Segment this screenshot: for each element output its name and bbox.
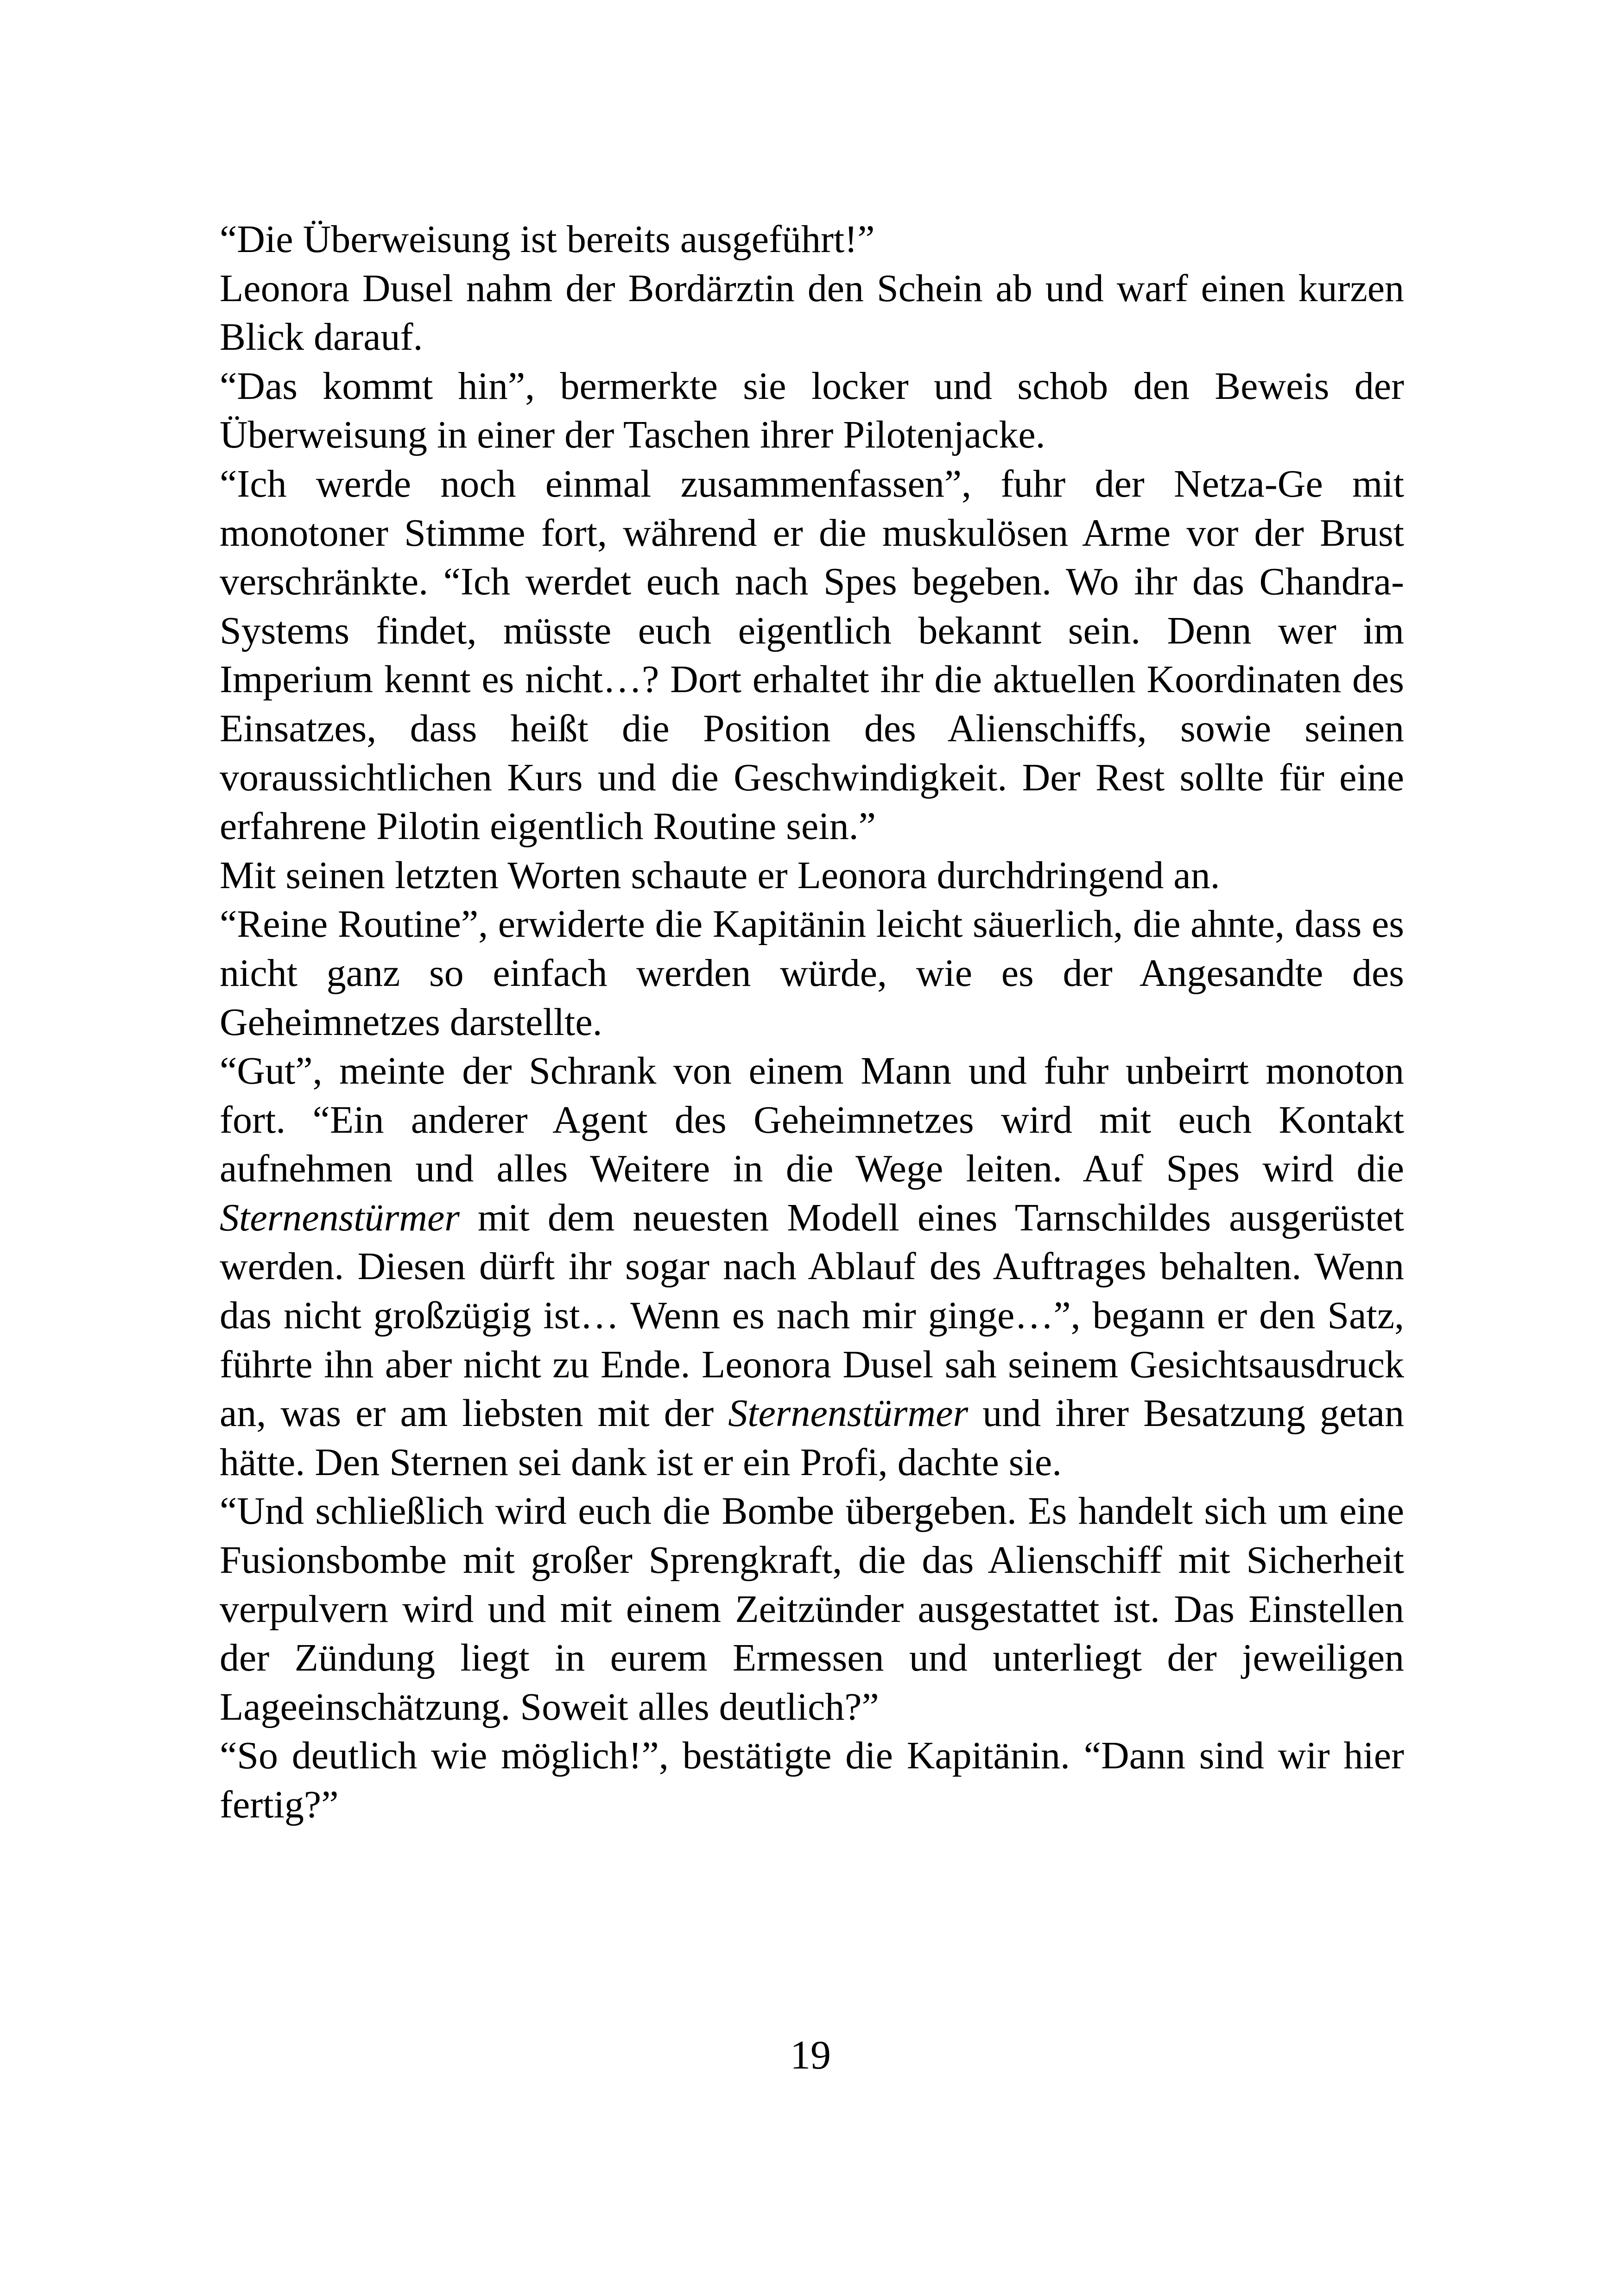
page-number: 19 — [790, 2033, 831, 2078]
paragraph: “Und schließlich wird euch die Bombe übergeben. Es handelt sich um eine Fusionsbombe mit großer Sprengkraft, die das Alienschiff mit Sicherheit verpulvern wird und mit einem Zeitzünder ausgestattet ist. Das Einstellen der Zündung liegt in eurem Ermessen und unterliegt der jeweiligen Lageeinschätzung. Soweit alles deutlich?” — [220, 1489, 1404, 1728]
paragraph — [220, 1047, 1404, 1487]
paragraph-text: mit dem neuesten Modell eines Tarnschildes ausgerüstet werden. Diesen dürft ihr sogar nach Ablauf des Auftrages behalten. Wenn das nicht großzügig ist… Wenn es nach mir ginge…”, begann er den Satz, führte ihn aber nicht zu Ende. Leonora Dusel sah seinem Gesichtsausdruck an, was er am liebsten mit der — [220, 1196, 1404, 1435]
paragraph: “Das kommt hin”, bermerkte sie locker und schob den Beweis der Überweisung in einer der Taschen ihrer Pilotenjacke. — [220, 364, 1404, 457]
ship-name: Sternenstürmer — [220, 1196, 460, 1239]
paragraph-text: und ihrer Besatzung getan hätte. Den Sternen sei dank ist er ein Profi, dachte sie. — [220, 1392, 1404, 1484]
body-text — [220, 215, 1404, 1829]
paragraph: “Ich werde noch einmal zusammenfassen”, fuhr der Netza-Ge mit monotoner Stimme fort, während er die muskulösen Arme vor der Brust verschränkte. “Ich werdet euch nach Spes begeben. Wo ihr das Chandra-Systems findet, müsste euch eigentlich bekannt sein. Denn wer im Imperium kennt es nicht…? Dort erhaltet ihr die aktuellen Koordinaten des Einsatzes, dass heißt die Position des Alienschiffs, sowie seinen voraussichtlichen Kurs und die Geschwindigkeit. Der Rest sollte für eine erfahrene Pilotin eigentlich Routine sein.” — [220, 462, 1404, 848]
paragraph: Mit seinen letzten Worten schaute er Leonora durchdringend an. — [220, 853, 1220, 897]
paragraph: “So deutlich wie möglich!”, bestätigte die Kapitänin. “Dann sind wir hier fertig?” — [220, 1734, 1404, 1826]
paragraph-text: “Gut”, meinte der Schrank von einem Mann und fuhr unbeirrt monoton fort. “Ein anderer Agent des Geheimnetzes wird mit euch Kontakt aufnehmen und alles Weitere in die Wege leiten. Auf Spes wird die — [220, 1049, 1404, 1191]
paragraph: “Die Überweisung ist bereits ausgeführt!” — [220, 218, 875, 261]
paragraph: Leonora Dusel nahm der Bordärztin den Schein ab und warf einen kurzen Blick darauf. — [220, 266, 1404, 359]
paragraph: “Reine Routine”, erwiderte die Kapitänin leicht säuerlich, die ahnte, dass es nicht ganz so einfach werden würde, wie es der Angesandte des Geheimnetzes darstellte. — [220, 902, 1404, 1044]
ship-name: Sternenstürmer — [728, 1392, 969, 1435]
